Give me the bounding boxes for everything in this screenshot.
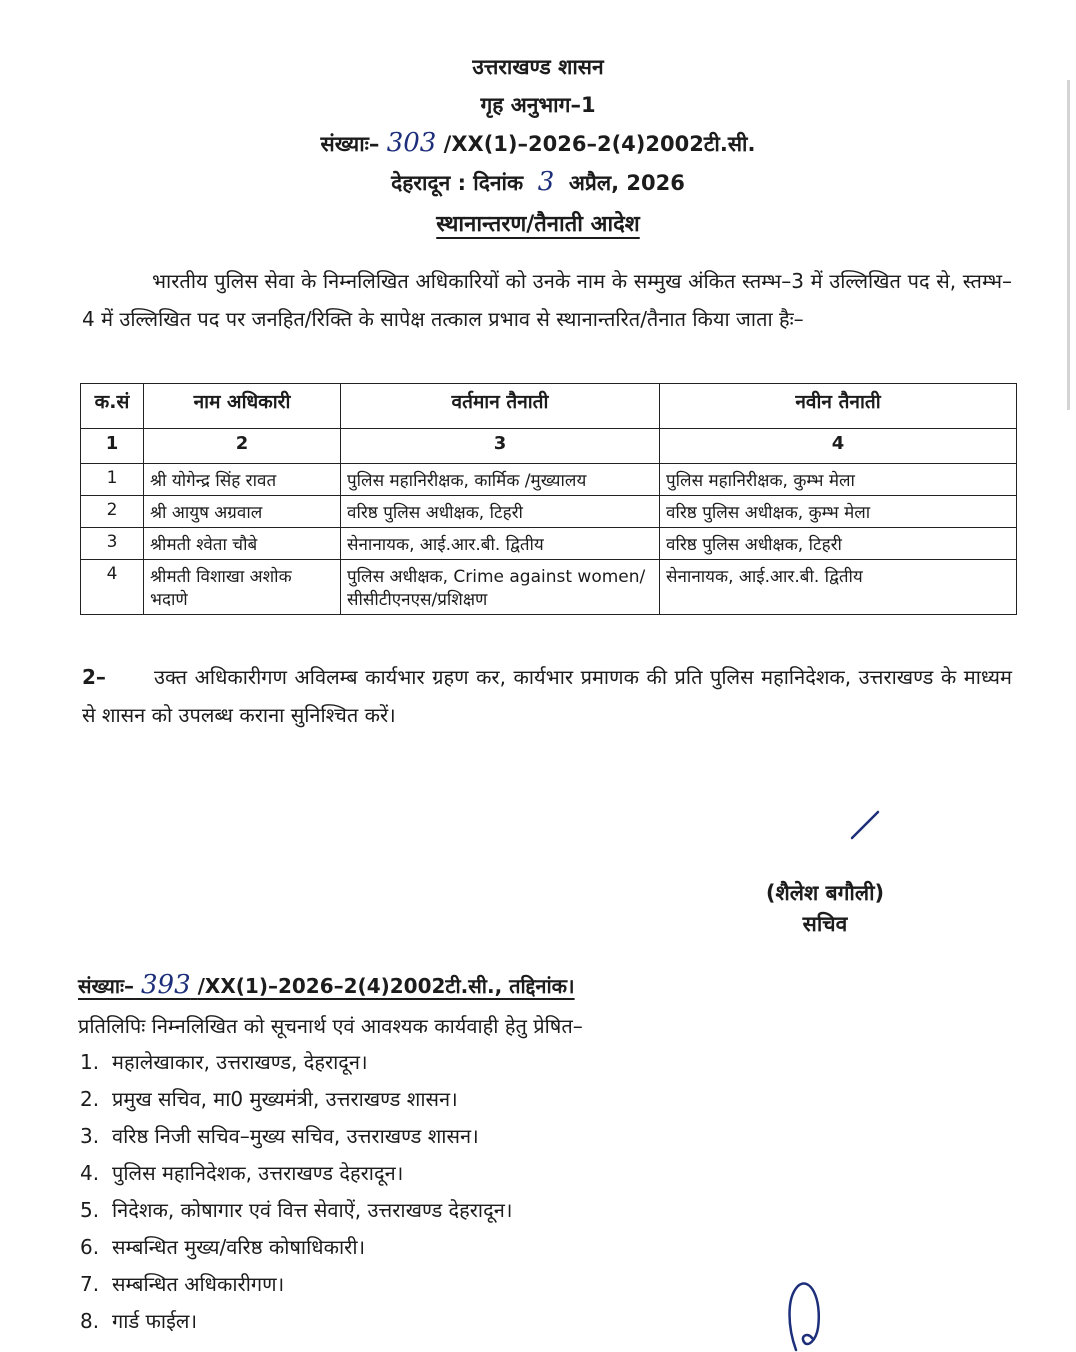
place-date	[0, 163, 1076, 202]
header-current-posting: वर्तमान तैनाती	[341, 384, 660, 429]
list-number: 6.	[80, 1235, 100, 1259]
order-number	[0, 124, 1076, 163]
intro-paragraph: भारतीय पुलिस सेवा के निम्नलिखित अधिकारियों को उनके नाम के सम्मुख अंकित स्तम्भ–3 में उल्लिखित पद से, स्तम्भ–4 में उल्लिखित पद पर जनहित/रिक्ति के सापेक्ष तत्काल प्रभाव से स्थानान्तरित/तैनात किया जाता हैः–	[82, 269, 1012, 331]
row-new-posting: सेनानायक, आई.आर.बी. द्वितीय	[660, 560, 1017, 615]
row-current-posting: सेनानायक, आई.आर.बी. द्वितीय	[341, 528, 660, 560]
order-title-text: स्थानान्तरण/तैनाती आदेश	[436, 212, 640, 237]
row-current-posting: पुलिस अधीक्षक, Crime against women/सीसीटीएनएस/प्रशिक्षण	[341, 560, 660, 615]
list-number: 2.	[80, 1087, 100, 1111]
column-number: 4	[660, 429, 1017, 464]
date-suffix: अप्रैल, 2026	[568, 171, 685, 195]
list-text: पुलिस महानिदेशक, उत्तराखण्ड देहरादून।	[112, 1161, 404, 1185]
row-officer-name: श्री आयुष अग्रवाल	[144, 496, 341, 528]
table-row	[81, 528, 1017, 560]
list-text: निदेशक, कोषागार एवं वित्त सेवाऐं, उत्तराखण्ड देहरादून।	[112, 1198, 513, 1222]
header-officer-name: नाम अधिकारी	[144, 384, 341, 429]
list-number: 4.	[80, 1161, 100, 1185]
list-item	[80, 1303, 512, 1340]
row-new-posting: पुलिस महानिरीक्षक, कुम्भ मेला	[660, 464, 1017, 496]
list-item	[80, 1266, 512, 1303]
row-officer-name: श्रीमती विशाखा अशोक भदाणे	[144, 560, 341, 615]
list-text: प्रमुख सचिव, मा0 मुख्यमंत्री, उत्तराखण्ड शासन।	[112, 1087, 458, 1111]
row-officer-name: श्रीमती श्वेता चौबे	[144, 528, 341, 560]
row-current-posting: वरिष्ठ पुलिस अधीक्षक, टिहरी	[341, 496, 660, 528]
order-number-prefix: संख्याः–	[320, 132, 380, 156]
list-text: वरिष्ठ निजी सचिव–मुख्य सचिव, उत्तराखण्ड शासन।	[112, 1124, 479, 1148]
list-number: 7.	[80, 1272, 100, 1296]
paragraph-number: 2–	[82, 665, 106, 689]
instruction-text: उक्त अधिकारीगण अविलम्ब कार्यभार ग्रहण कर, कार्यभार प्रमाणक की प्रति पुलिस महानिदेशक, उत्तराखण्ड के माध्यम से शासन को उपलब्ध कराना सुनिश्चित करें।	[82, 665, 1012, 727]
copy-ref-prefix: संख्याः–	[78, 974, 135, 998]
row-sn: 2	[81, 496, 144, 528]
row-sn: 4	[81, 560, 144, 615]
instruction-paragraph	[82, 658, 1012, 734]
order-title	[0, 208, 1076, 238]
table-row	[81, 496, 1017, 528]
row-officer-name: श्री योगेन्द्र सिंह रावत	[144, 464, 341, 496]
row-new-posting: वरिष्ठ पुलिस अधीक्षक, कुम्भ मेला	[660, 496, 1017, 528]
place-date-prefix: देहरादून : दिनांक	[391, 171, 524, 195]
column-number: 1	[81, 429, 144, 464]
list-item	[80, 1229, 512, 1266]
row-sn: 3	[81, 528, 144, 560]
signatory-name: (शैलेश बगौली)	[765, 881, 885, 905]
row-sn: 1	[81, 464, 144, 496]
column-number: 2	[144, 429, 341, 464]
copy-ref-handwritten: 393	[141, 970, 191, 1000]
signature-stroke	[850, 810, 880, 840]
column-number: 3	[341, 429, 660, 464]
table-row	[81, 560, 1017, 615]
date-handwritten: 3	[537, 167, 555, 197]
copy-ref-suffix: /XX(1)–2026–2(4)2002टी.सी., तद्दिनांक।	[197, 974, 575, 998]
copy-intro: प्रतिलिपिः निम्नलिखित को सूचनार्थ एवं आवश्यक कार्यवाही हेतु प्रेषित–	[78, 1014, 583, 1038]
list-item	[80, 1081, 512, 1118]
header-new-posting: नवीन तैनाती	[660, 384, 1017, 429]
column-number-row	[81, 429, 1017, 464]
row-current-posting: पुलिस महानिरीक्षक, कार्मिक /मुख्यालय	[341, 464, 660, 496]
recipient-list	[80, 1044, 512, 1340]
list-text: गार्ड फाईल।	[112, 1309, 198, 1333]
list-number: 3.	[80, 1124, 100, 1148]
government-name: उत्तराखण्ड शासन	[472, 55, 604, 79]
row-new-posting: वरिष्ठ पुलिस अधीक्षक, टिहरी	[660, 528, 1017, 560]
list-number: 5.	[80, 1198, 100, 1222]
signatory-designation: सचिव	[802, 912, 848, 936]
transfer-table	[80, 383, 1017, 615]
header-sn: क.सं	[81, 384, 144, 429]
list-item	[80, 1155, 512, 1192]
list-text: सम्बन्धित अधिकारीगण।	[112, 1272, 285, 1296]
table-row	[81, 464, 1017, 496]
order-number-suffix: /XX(1)–2026–2(4)2002टी.सी.	[443, 132, 756, 156]
department-name: गृह अनुभाग–1	[480, 93, 596, 117]
table-header-row	[81, 384, 1017, 429]
list-item	[80, 1044, 512, 1081]
list-text: सम्बन्धित मुख्य/वरिष्ठ कोषाधिकारी।	[112, 1235, 366, 1259]
list-number: 1.	[80, 1050, 100, 1074]
document-header	[0, 48, 1076, 202]
list-number: 8.	[80, 1309, 100, 1333]
list-item	[80, 1118, 512, 1155]
list-item	[80, 1192, 512, 1229]
list-text: महालेखाकार, उत्तराखण्ड, देहरादून।	[112, 1050, 368, 1074]
order-number-handwritten: 303	[386, 128, 437, 158]
handwritten-initial	[778, 1268, 828, 1352]
copy-reference	[78, 970, 575, 1000]
